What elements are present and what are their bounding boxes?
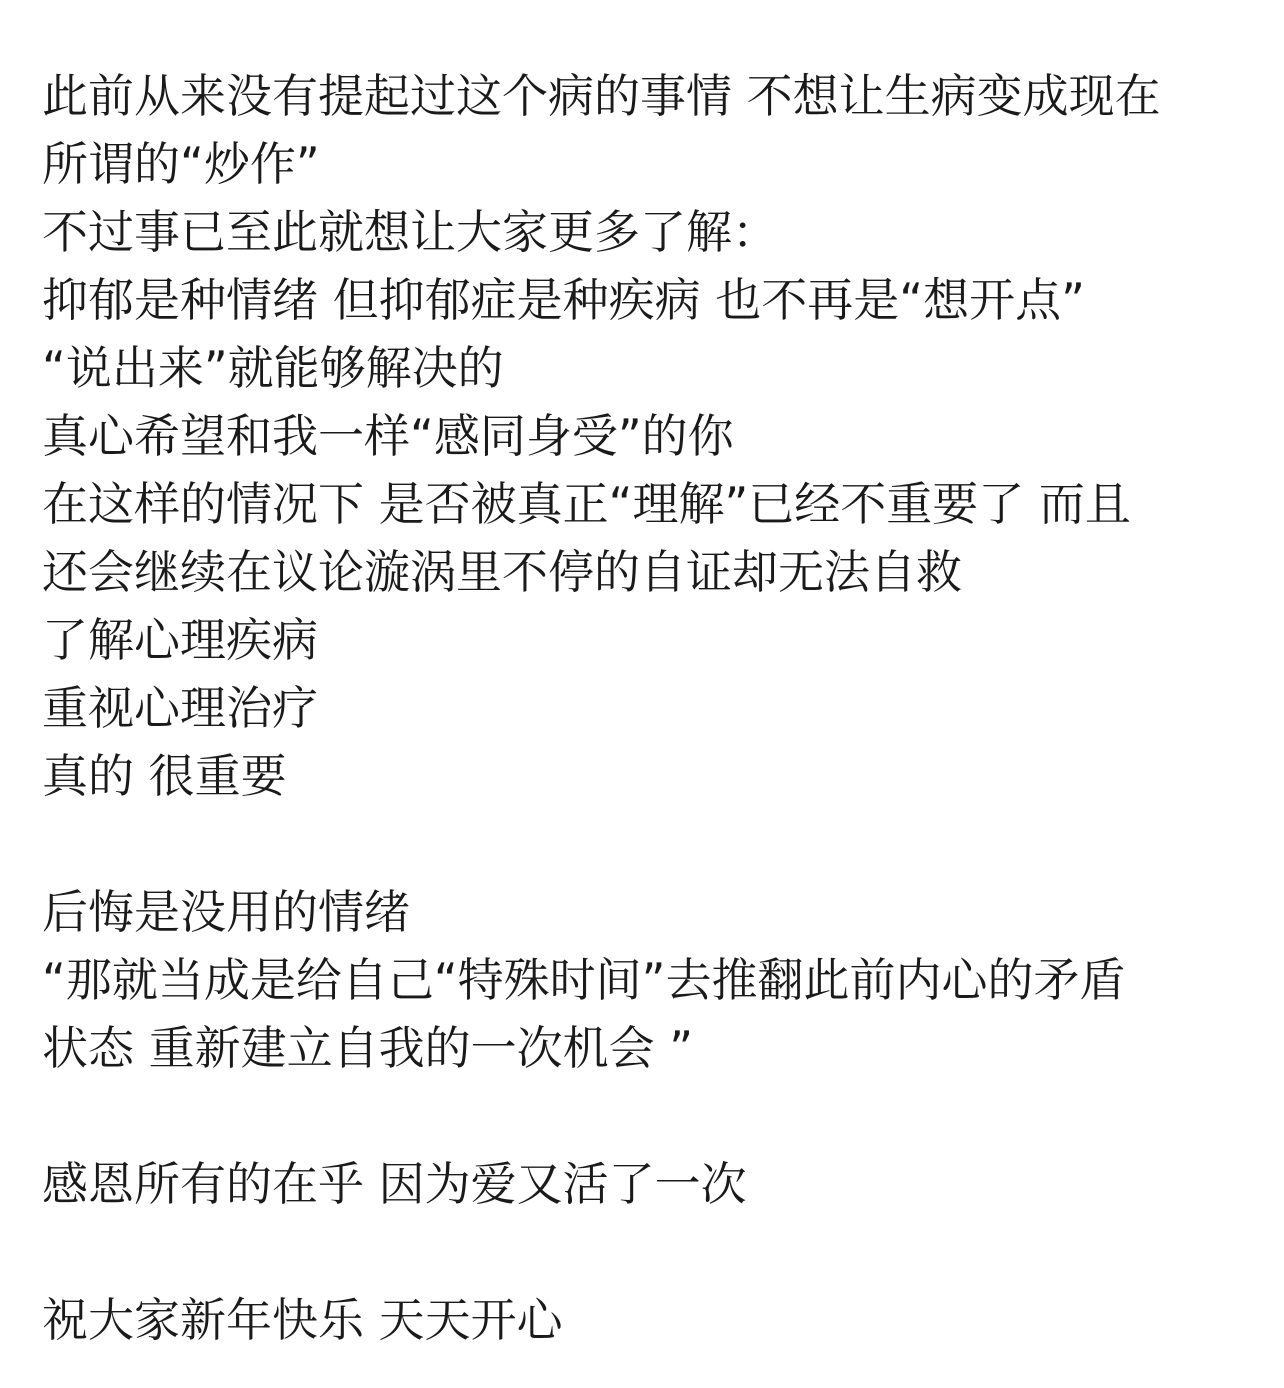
text-line: 所谓的“炒作”: [42, 137, 320, 191]
text-line: 重视心理治疗: [42, 681, 318, 735]
text-line: 了解心理疾病: [42, 613, 318, 667]
text-line: 真心希望和我一样“感同身受”的你: [42, 409, 734, 463]
blank-line: [42, 1218, 1242, 1286]
text-line: 祝大家新年快乐 天天开心: [42, 1293, 563, 1347]
text-line: 感恩所有的在乎 因为爱又活了一次: [42, 1157, 747, 1211]
text-line: 真的 很重要: [42, 749, 287, 803]
note-text-block: [42, 62, 1242, 1354]
text-line: 在这样的情况下 是否被真正“理解”已经不重要了 而且: [42, 477, 1131, 531]
text-line: 状态 重新建立自我的一次机会 ”: [42, 1021, 694, 1075]
blank-line: [42, 810, 1242, 878]
text-line: “那就当成是给自己“特殊时间”去推翻此前内心的矛盾: [42, 953, 1126, 1007]
blank-line: [42, 1082, 1242, 1150]
text-line: “说出来”就能够解决的: [42, 341, 504, 395]
text-line: 还会继续在议论漩涡里不停的自证却无法自救: [42, 545, 962, 599]
text-line: 后悔是没用的情绪: [42, 885, 410, 939]
text-line: 不过事已至此就想让大家更多了解：: [42, 205, 778, 259]
text-line: 抑郁是种情绪 但抑郁症是种疾病 也不再是“想开点”: [42, 273, 1085, 327]
text-line: 此前从来没有提起过这个病的事情 不想让生病变成现在: [42, 69, 1161, 123]
